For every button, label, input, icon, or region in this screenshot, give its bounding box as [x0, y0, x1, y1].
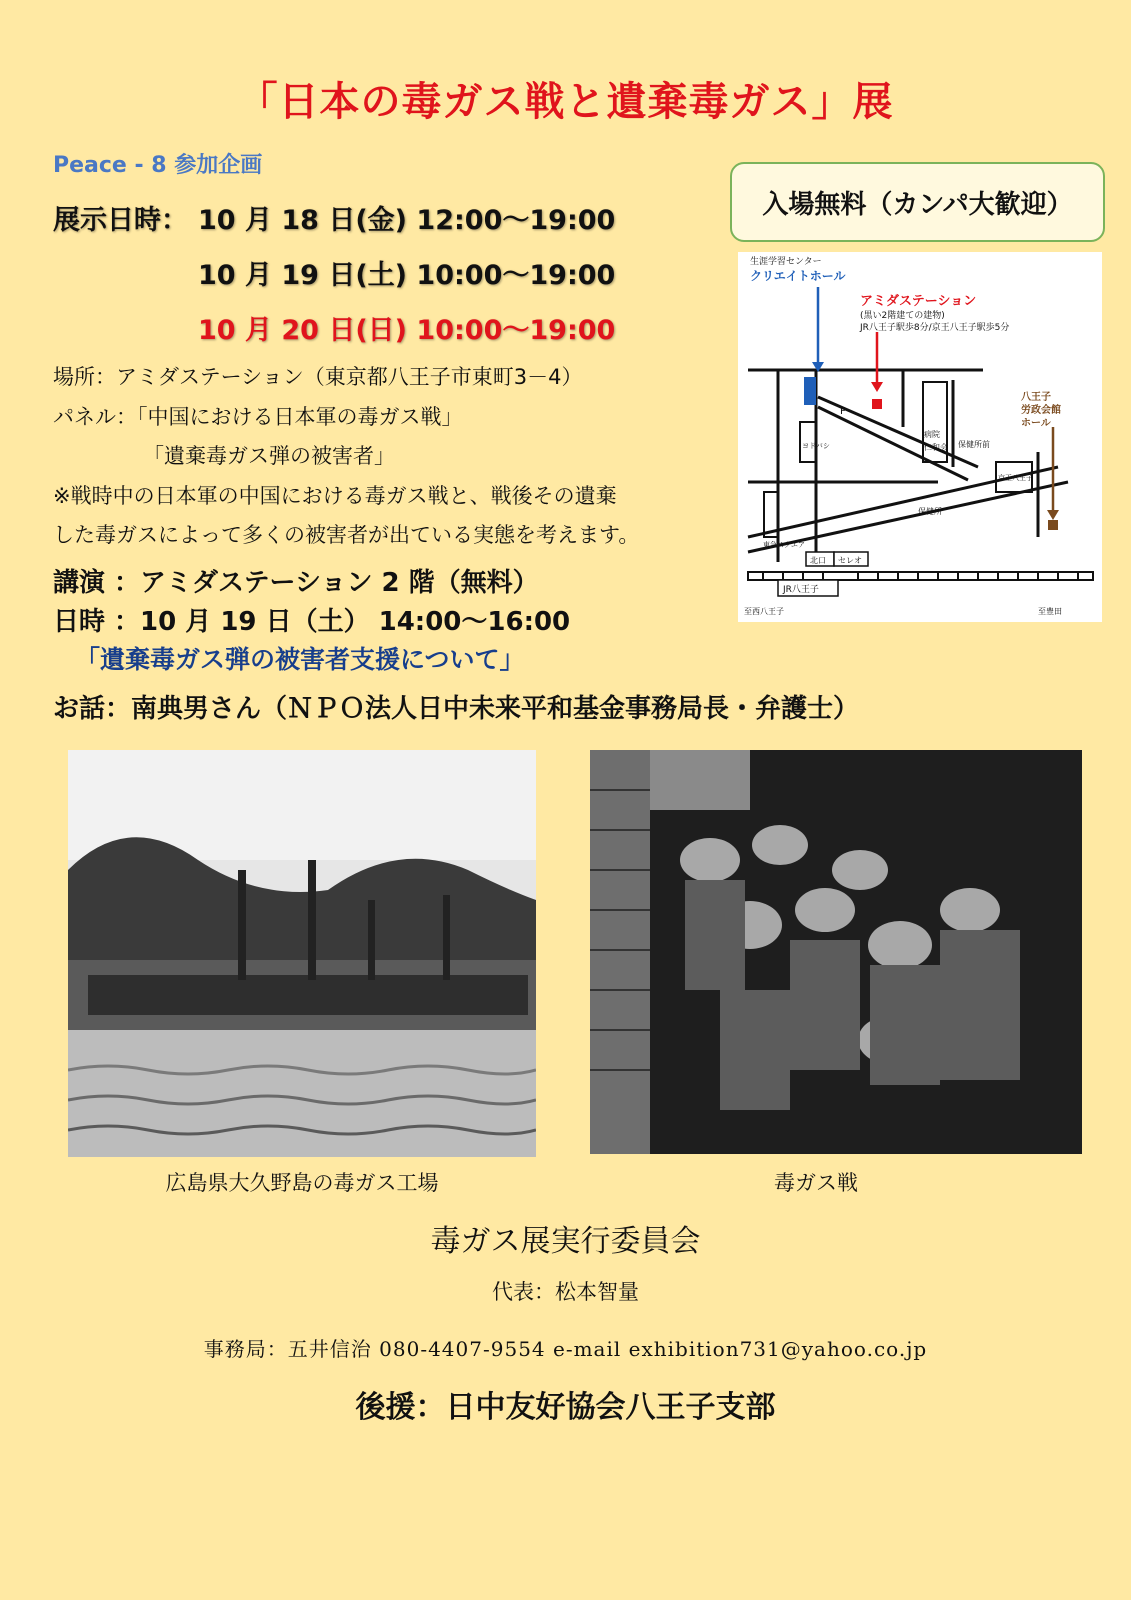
gas-war-caption: 毒ガス戦 — [774, 1171, 858, 1195]
committee-name: 毒ガス展実行委員会 — [430, 1224, 701, 1259]
lecture-title: 「遺棄毒ガス弾の被害者支援について」 — [75, 645, 525, 674]
map-label-tokyu: 東急スクエア — [763, 541, 805, 549]
schedule-day3: 10 月 20 日(日) 10:00～19:00 — [198, 315, 616, 346]
map-label-hall3: ホール — [1021, 418, 1051, 429]
panel-text-2: 「遺棄毒ガス弾の被害者」 — [143, 444, 395, 468]
map-label-right-bottom: 至豊田 — [1038, 607, 1062, 616]
map-label-hospital: 病院 — [924, 430, 940, 439]
map-label-hall2: 労政会館 — [1021, 405, 1061, 416]
admission-text: 入場無料（カンパ大歓迎） — [762, 189, 1073, 220]
support-org: 後援：日中友好協会八王子支部 — [355, 1390, 776, 1425]
map-label-yodobashi: ヨドバシ — [802, 442, 830, 450]
gas-war-photo-svg — [590, 750, 1082, 1154]
factory-photo-svg — [68, 750, 536, 1157]
map-roads — [748, 370, 1068, 562]
map-label-jr: JR八王子 — [783, 585, 819, 595]
representative: 代表：松本智量 — [492, 1280, 639, 1304]
map-label-hokenjo-mae: 保健所前 — [958, 440, 990, 449]
map-label-hall1: 八王子 — [1021, 392, 1051, 403]
schedule-label: 展示日時： — [53, 205, 188, 236]
map-label-parking: P — [840, 406, 847, 417]
page-title: 「日本の毒ガス戦と遺棄毒ガス」展 — [237, 79, 894, 125]
map-svg — [738, 252, 1102, 622]
gas-war-photo — [590, 750, 1082, 1154]
map-label-center1: 生涯学習センター — [750, 257, 822, 267]
note-line-1: ※戦時中の日本軍の中国における毒ガス戦と、戦後その遺棄 — [53, 484, 617, 508]
map-label-amida-sub1: (黒い2階建ての建物) — [860, 311, 945, 321]
map-label-amida-sub2: JR八王子駅歩8分/京王八王子駅歩5分 — [860, 323, 1010, 333]
panel-text-1: パネル：「中国における日本軍の毒ガス戦」 — [53, 405, 463, 429]
venue-text: 場所：アミダステーション（東京都八王子市東町3－4） — [53, 365, 583, 389]
hall-marker — [1048, 520, 1058, 530]
schedule-day2: 10 月 19 日(土) 10:00～19:00 — [198, 260, 616, 291]
map-label-left-bottom: 至西八王子 — [744, 607, 784, 616]
map-label-hokenjo: 保健所 — [918, 507, 942, 516]
office-contact: 事務局：五井信治 080-4407-9554 e-mail exhibition731@yahoo.co.jp — [203, 1337, 928, 1361]
factory-caption: 広島県大久野島の毒ガス工場 — [165, 1171, 439, 1195]
access-map — [738, 252, 1102, 622]
create-hall-marker — [804, 377, 816, 405]
map-label-center2: クリエイトホール — [750, 269, 846, 283]
map-label-amida: アミダステーション — [860, 294, 977, 309]
lecture-speaker: お話：南典男さん（ＮＰＯ法人日中未来平和基金事務局長・弁護士） — [53, 694, 860, 724]
map-label-sereo: セレオ — [838, 556, 862, 565]
admission-box — [730, 162, 1105, 242]
lecture-place: 講演 ：アミダステーション 2 階（無料） — [53, 568, 539, 598]
amida-marker — [872, 399, 882, 409]
lecture-time: 日時 ：10 月 19 日（土） 14:00～16:00 — [53, 607, 571, 637]
schedule-day1: 10 月 18 日(金) 12:00～19:00 — [198, 205, 616, 236]
map-label-keio: 京王八王子 — [998, 474, 1033, 482]
peace-tag: Peace - 8 参加企画 — [53, 153, 263, 178]
factory-photo — [68, 750, 536, 1157]
note-line-2: した毒ガスによって多くの被害者が出ている実態を考えます。 — [53, 523, 640, 547]
map-label-jinwakai: 仁和会 — [924, 443, 948, 452]
map-label-kitaguchi: 北口 — [810, 556, 826, 565]
